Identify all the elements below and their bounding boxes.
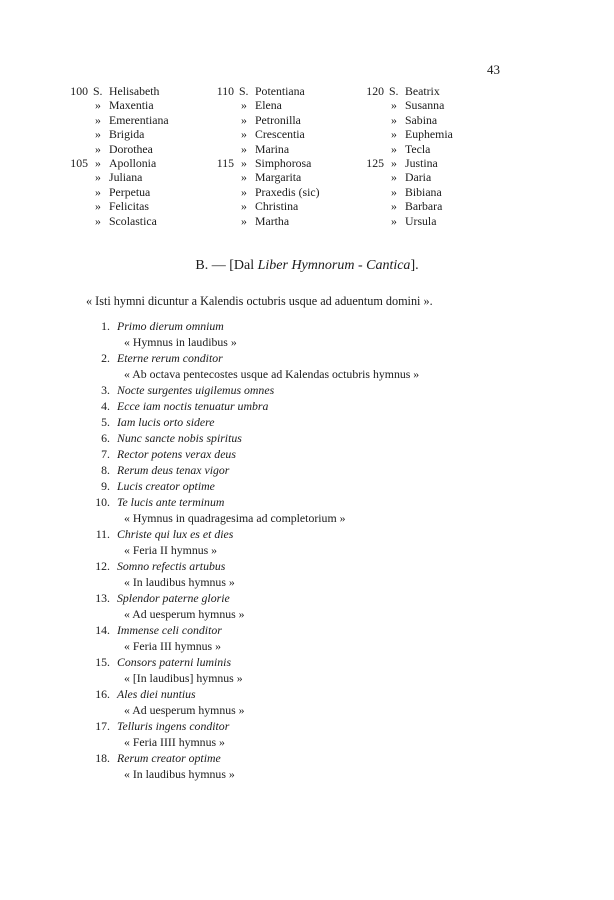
saint-mark: » <box>241 184 247 199</box>
saint-mark: » <box>95 155 101 170</box>
hymn-note: « Feria III hymnus » <box>124 639 221 653</box>
saint-name: Susanna <box>405 98 445 113</box>
hymn-title: Lucis creator optime <box>117 479 215 493</box>
hymn-number: 1. <box>101 319 110 333</box>
saint-mark: » <box>95 127 101 142</box>
saint-name: Tecla <box>405 141 431 156</box>
hymn-number: 12. <box>95 559 110 573</box>
saint-name: Elena <box>255 98 282 113</box>
hymn-title: Rerum deus tenax vigor <box>117 463 230 477</box>
saint-name: Felicitas <box>109 199 149 214</box>
saint-mark: » <box>95 184 101 199</box>
saint-number: 100 <box>70 84 88 98</box>
hymn-list <box>0 318 614 782</box>
hymn-entry <box>0 654 614 670</box>
hymn-entry <box>0 478 614 494</box>
saint-mark: » <box>391 155 397 170</box>
saint-mark: S. <box>93 84 103 98</box>
saint-mark: » <box>391 141 397 156</box>
hymn-rubric <box>0 510 614 526</box>
hymn-entry <box>0 526 614 542</box>
hymn-entry <box>0 622 614 638</box>
saint-name: Barbara <box>405 199 443 214</box>
page-number: 43 <box>487 62 500 77</box>
saint-mark: » <box>391 170 397 185</box>
hymn-note: « Ad uesperum hymnus » <box>124 607 245 621</box>
hymn-rubric <box>0 606 614 622</box>
hymn-entry <box>0 558 614 574</box>
hymn-number: 3. <box>101 383 110 397</box>
saint-name: Euphemia <box>405 127 453 142</box>
hymn-rubric <box>0 366 614 382</box>
hymn-entry <box>0 350 614 366</box>
hymn-entry <box>0 414 614 430</box>
hymn-title: Rector potens verax deus <box>117 447 236 461</box>
saint-mark: » <box>391 199 397 214</box>
saint-name: Apollonia <box>109 155 157 170</box>
hymn-rubric <box>0 334 614 350</box>
saint-mark: » <box>95 199 101 214</box>
saint-number: 125 <box>366 155 384 170</box>
section-heading-title: Liber Hymnorum - Cantica <box>257 258 411 273</box>
saint-mark: » <box>241 98 247 113</box>
hymn-title: Iam lucis orto sidere <box>117 415 215 429</box>
saint-mark: » <box>391 98 397 113</box>
hymn-rubric <box>0 670 614 686</box>
saint-mark: » <box>241 199 247 214</box>
hymn-note: « Ab octava pentecostes usque ad Kalendas octubris hymnus » <box>124 367 420 381</box>
hymn-rubric <box>0 766 614 782</box>
hymn-entry <box>0 750 614 766</box>
saint-mark: » <box>95 98 101 113</box>
hymn-number: 15. <box>95 655 110 669</box>
section-heading-prefix: B. — [Dal <box>195 258 258 273</box>
saint-number: 110 <box>216 84 234 98</box>
saint-name: Crescentia <box>255 127 305 142</box>
hymn-number: 13. <box>95 591 110 605</box>
hymn-title: Primo dierum omnium <box>117 319 224 333</box>
saint-mark: » <box>391 127 397 142</box>
hymn-note: « In laudibus hymnus » <box>124 767 235 781</box>
saint-name: Petronilla <box>255 112 301 127</box>
hymn-number: 16. <box>95 687 110 701</box>
saint-mark: » <box>95 213 101 228</box>
hymn-title: Somno refectis artubus <box>117 559 226 573</box>
saint-name: Justina <box>405 155 438 170</box>
hymn-entry <box>0 462 614 478</box>
hymn-title: Ales diei nuntius <box>117 687 196 701</box>
saint-name: Bibiana <box>405 184 442 199</box>
hymn-entry <box>0 686 614 702</box>
saint-name: Margarita <box>255 170 302 185</box>
saint-mark: » <box>241 170 247 185</box>
saint-mark: » <box>391 213 397 228</box>
section-heading <box>0 258 614 274</box>
saint-name: Perpetua <box>109 184 151 199</box>
saint-mark: » <box>95 170 101 185</box>
saint-mark: » <box>391 184 397 199</box>
saint-name: Potentiana <box>255 84 305 98</box>
saint-name: Ursula <box>405 213 437 228</box>
hymn-title: Rerum creator optime <box>117 751 221 765</box>
hymn-title: Ecce iam noctis tenuatur umbra <box>117 399 269 413</box>
saint-name: Emerentiana <box>109 112 169 127</box>
intro-rubric: « Isti hymni dicuntur a Kalendis octubris usque ad aduentum domini ». <box>86 294 433 308</box>
saint-name: Beatrix <box>405 84 440 98</box>
hymn-number: 5. <box>101 415 110 429</box>
hymn-number: 6. <box>101 431 110 445</box>
saint-name: Simphorosa <box>255 155 312 170</box>
hymn-entry <box>0 398 614 414</box>
saint-mark: » <box>391 112 397 127</box>
saint-name: Daria <box>405 170 432 185</box>
hymn-rubric <box>0 574 614 590</box>
hymn-entry <box>0 446 614 462</box>
hymn-entry <box>0 494 614 510</box>
hymn-number: 4. <box>101 399 110 413</box>
hymn-title: Telluris ingens conditor <box>117 719 230 733</box>
saint-number: 105 <box>70 155 88 170</box>
saint-name: Scolastica <box>109 213 157 228</box>
hymn-note: « [In laudibus] hymnus » <box>124 671 243 685</box>
hymn-number: 11. <box>95 527 110 541</box>
hymn-note: « In laudibus hymnus » <box>124 575 235 589</box>
hymn-number: 18. <box>95 751 110 765</box>
hymn-entry <box>0 430 614 446</box>
saint-mark: » <box>241 112 247 127</box>
saint-number: 115 <box>216 155 234 170</box>
hymn-rubric <box>0 702 614 718</box>
saint-number: 120 <box>366 84 384 98</box>
hymn-title: Nunc sancte nobis spiritus <box>117 431 242 445</box>
hymn-number: 10. <box>95 495 110 509</box>
saint-name: Martha <box>255 213 290 228</box>
saint-name: Christina <box>255 199 299 214</box>
hymn-rubric <box>0 542 614 558</box>
hymn-note: « Feria IIII hymnus » <box>124 735 225 749</box>
hymn-number: 9. <box>101 479 110 493</box>
saint-name: Dorothea <box>109 141 153 156</box>
hymn-title: Consors paterni luminis <box>117 655 232 669</box>
saint-name: Brigida <box>109 127 145 142</box>
saint-name: Juliana <box>109 170 143 185</box>
hymn-entry <box>0 590 614 606</box>
saint-name: Maxentia <box>109 98 154 113</box>
saint-name: Helisabeth <box>109 84 160 98</box>
saint-mark: » <box>95 112 101 127</box>
hymn-note: « Feria II hymnus » <box>124 543 218 557</box>
hymn-number: 7. <box>101 447 110 461</box>
section-heading-suffix: ]. <box>410 258 419 273</box>
hymn-rubric <box>0 734 614 750</box>
hymn-title: Splendor paterne glorie <box>117 591 230 605</box>
hymn-note: « Ad uesperum hymnus » <box>124 703 245 717</box>
hymn-title: Eterne rerum conditor <box>117 351 223 365</box>
hymn-entry <box>0 318 614 334</box>
saint-name: Sabina <box>405 112 438 127</box>
hymn-number: 14. <box>95 623 110 637</box>
hymn-number: 17. <box>95 719 110 733</box>
hymn-entry <box>0 718 614 734</box>
saint-mark: S. <box>239 84 249 98</box>
saint-mark: » <box>241 141 247 156</box>
saint-mark: » <box>241 127 247 142</box>
saint-mark: » <box>95 141 101 156</box>
hymn-number: 2. <box>101 351 110 365</box>
hymn-rubric <box>0 638 614 654</box>
saint-name: Praxedis (sic) <box>255 184 320 199</box>
hymn-title: Te lucis ante terminum <box>117 495 225 509</box>
hymn-title: Nocte surgentes uigilemus omnes <box>117 383 275 397</box>
hymn-note: « Hymnus in quadragesima ad completorium » <box>124 511 346 525</box>
saint-mark: » <box>241 213 247 228</box>
hymn-entry <box>0 382 614 398</box>
saint-name: Marina <box>255 141 290 156</box>
hymn-title: Immense celi conditor <box>117 623 222 637</box>
saint-mark: » <box>241 155 247 170</box>
hymn-note: « Hymnus in laudibus » <box>124 335 237 349</box>
hymn-title: Christe qui lux es et dies <box>117 527 234 541</box>
hymn-number: 8. <box>101 463 110 477</box>
saint-mark: S. <box>389 84 399 98</box>
saints-list <box>0 84 614 234</box>
